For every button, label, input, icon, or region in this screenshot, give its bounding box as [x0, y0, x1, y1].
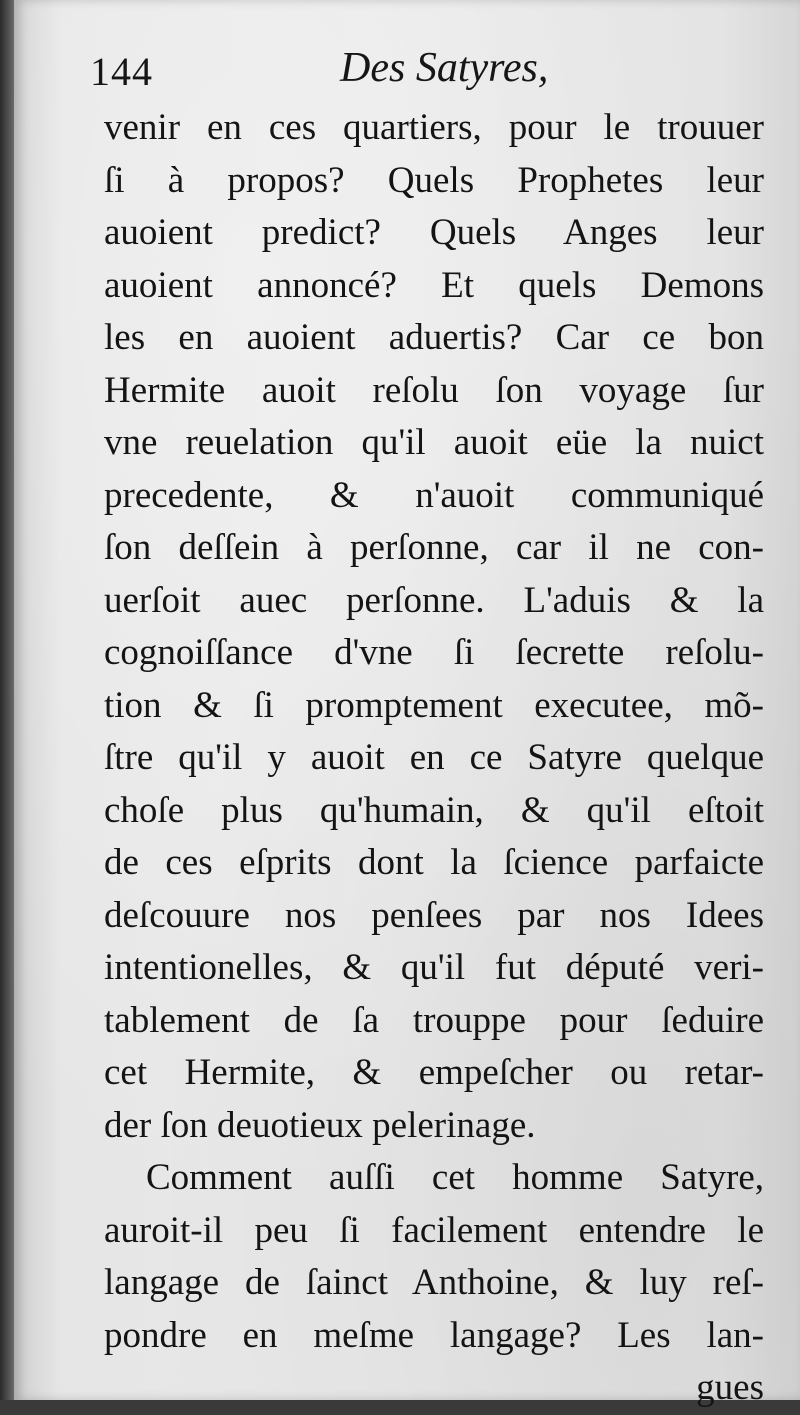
main-text	[104, 102, 764, 1415]
text-line: auoient predict? Quels Anges leur	[104, 212, 764, 253]
text-line: choſe plus qu'humain, & qu'il eſtoit	[104, 789, 764, 831]
book-page	[14, 0, 800, 1408]
page-number: 144	[90, 49, 153, 94]
text-line: venir en ces quartiers, pour le trouuer	[104, 107, 764, 148]
text-line: les en auoient aduertis? Car ce bon	[104, 317, 764, 358]
text-line: pondre en meſme langage? Les lan-	[104, 1314, 764, 1356]
text-line: ſtre qu'il y auoit en ce Satyre quelque	[104, 737, 764, 778]
text-line: cet Hermite, & empeſcher ou retar-	[104, 1052, 764, 1093]
text-line: intentionelles, & qu'il fut député veri-	[104, 947, 764, 988]
text-line: langage de ſainct Anthoine, & luy reſ-	[104, 1262, 764, 1303]
text-line: ſon deſſein à perſonne, car il ne con-	[104, 527, 764, 568]
paragraph-end-line: der ſon deuotieux pelerinage.	[104, 1104, 536, 1146]
paragraph-start-line: Comment auſſi cet homme Satyre,	[146, 1157, 764, 1198]
text-line: tablement de ſa trouppe pour ſeduire	[104, 999, 764, 1041]
scan-edge	[0, 0, 14, 1400]
text-line: vne reuelation qu'il auoit eüe la nuict	[104, 422, 764, 463]
catchword: gues	[696, 1367, 764, 1408]
text-line: ſi à propos? Quels Prophetes leur	[104, 159, 764, 201]
running-head: Des Satyres,	[340, 45, 549, 91]
text-line: precedente, & n'auoit communiqué	[104, 474, 764, 516]
text-line: auroit-il peu ſi facilement entendre le	[104, 1209, 764, 1251]
text-line: Hermite auoit reſolu ſon voyage ſur	[104, 369, 764, 411]
text-line: uerſoit auec perſonne. L'aduis & la	[104, 579, 764, 621]
text-line: cognoiſſance d'vne ſi ſecrette reſolu-	[104, 632, 764, 673]
text-line: auoient annoncé? Et quels Demons	[104, 264, 764, 306]
page-header	[90, 44, 710, 104]
text-line: de ces eſprits dont la ſcience parfaicte	[104, 842, 764, 883]
text-line: deſcouure nos penſees par nos Idees	[104, 894, 764, 936]
text-line: tion & ſi promptement executee, mõ-	[104, 684, 764, 726]
